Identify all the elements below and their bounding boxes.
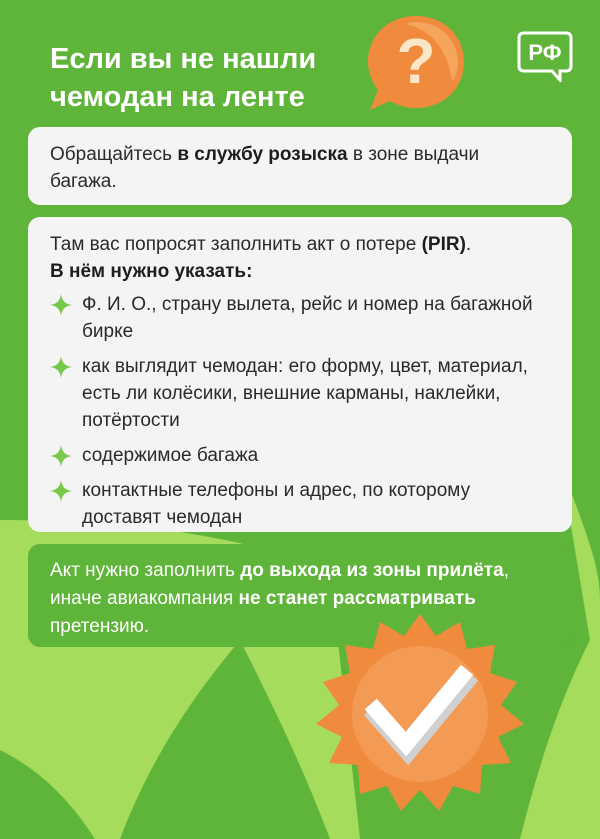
pir-list [50,291,550,531]
service-card [28,127,572,205]
pir-intro: Там вас попросят заполнить акт о потере (PIR). [50,234,472,255]
sparkle-icon [50,445,72,467]
list-item: контактные телефоны и адрес, по которому доставят чемодан [50,477,550,531]
pir-card [28,217,572,532]
list-item: Ф. И. О., страну вылета, рейс и номер на багажной бирке [50,291,550,345]
list-item: как выглядит чемодан: его форму, цвет, материал, есть ли колёсики, внешние карманы, наклейки, потёртости [50,353,550,434]
page-title [50,40,370,116]
question-bubble-icon [362,10,470,118]
svg-text:?: ? [396,25,436,97]
sparkle-icon [50,480,72,502]
pir-heading: В нём нужно указать: [50,261,253,282]
sparkle-icon [50,356,72,378]
rf-logo-icon [516,30,574,82]
service-bold: в службу розыска [177,144,348,165]
service-text: Обращайтесь в службу розыска в зоне выдачи багажа. [50,144,480,192]
rf-logo [516,30,574,82]
title-line-2: чемодан на ленте [50,81,305,113]
list-item: содержимое багажа [50,442,550,469]
check-badge-icon [312,612,528,822]
sparkle-icon [50,294,72,316]
title-line-1: Если вы не нашли [50,43,317,75]
deadline-text: Акт нужно заполнить до выхода из зоны прилёта, иначе авиакомпания не станет рассматривать претензию. [50,560,509,637]
rf-logo-text: РФ [528,40,562,65]
